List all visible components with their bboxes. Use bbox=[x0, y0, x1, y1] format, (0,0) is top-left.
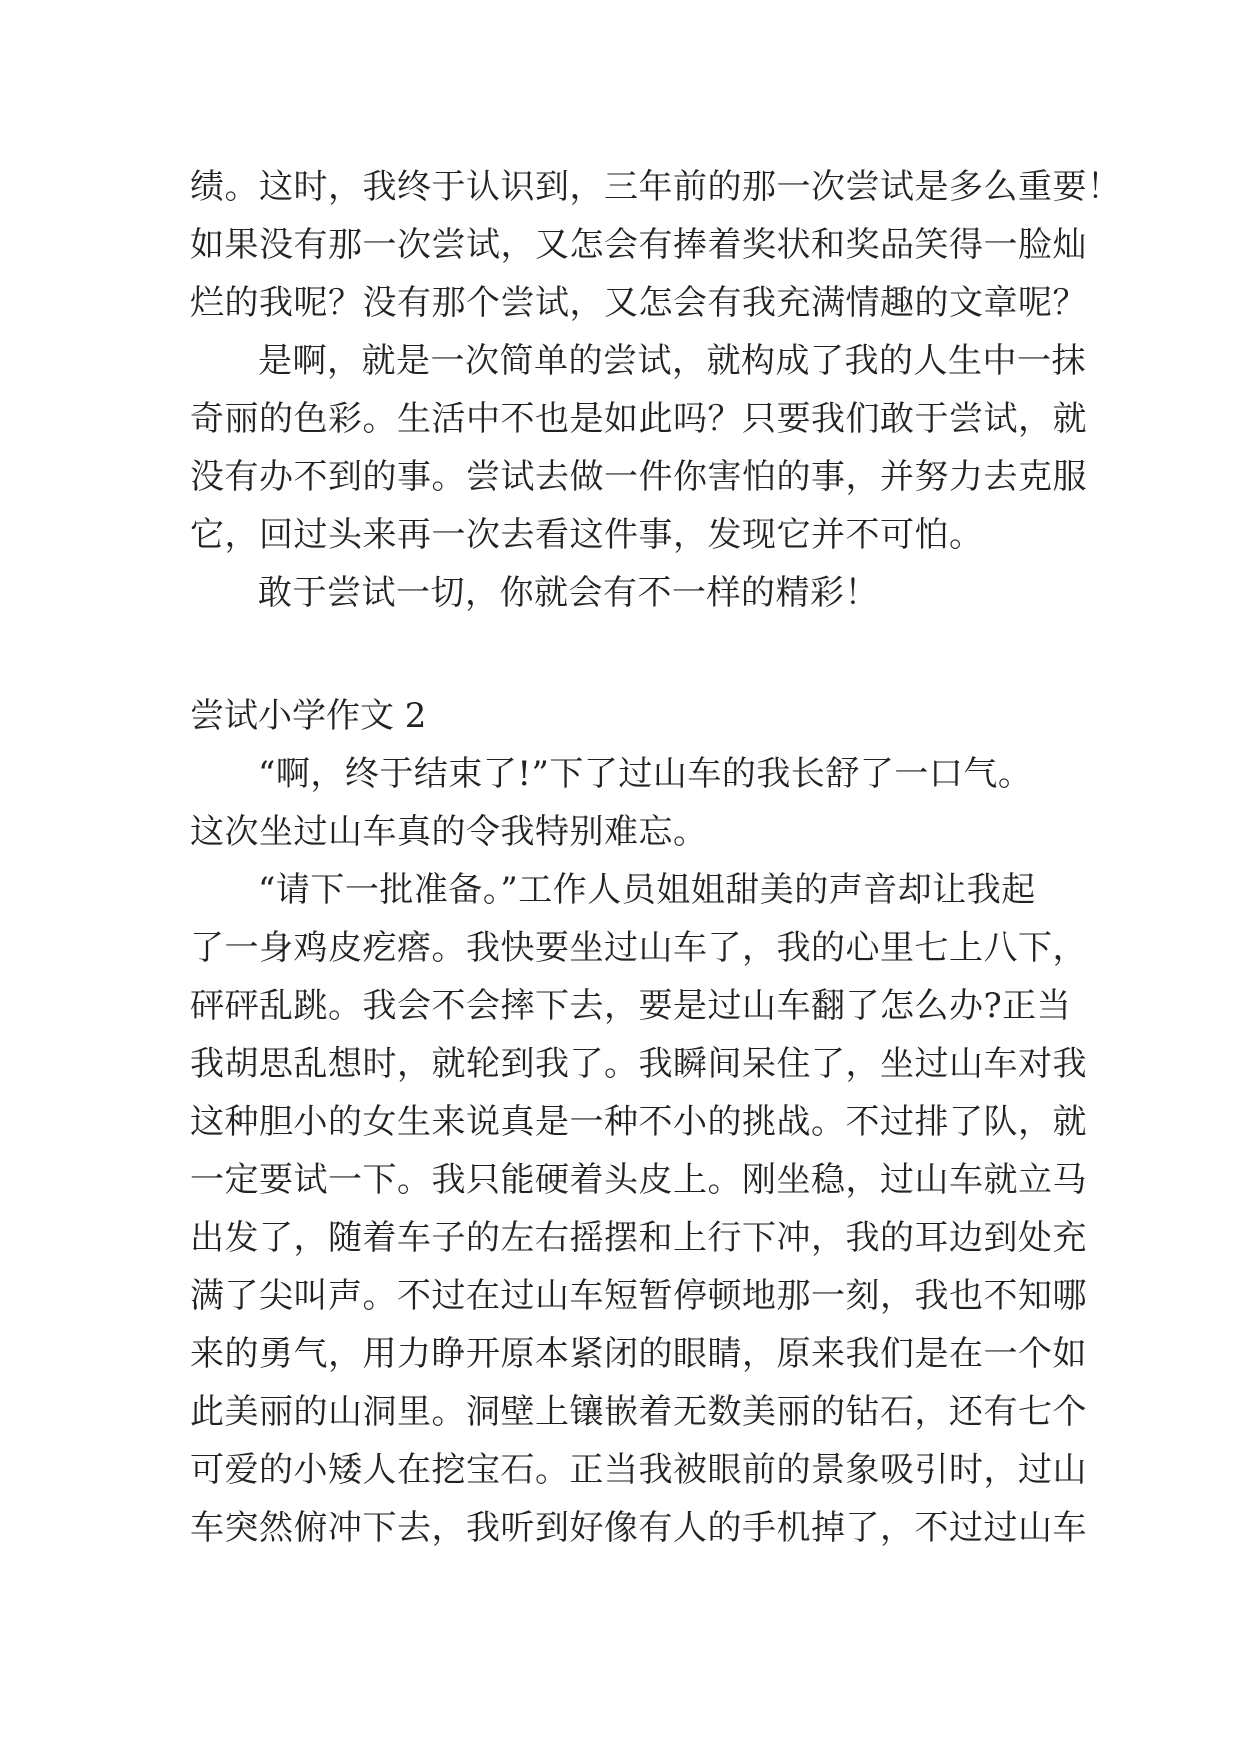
paragraph-line: 绩。这时，我终于认识到，三年前的那一次尝试是多么重要！ bbox=[190, 167, 1122, 207]
paragraph-line: 烂的我呢？没有那个尝试，又怎会有我充满情趣的文章呢？ bbox=[190, 283, 1087, 323]
paragraph-line: 我胡思乱想时，就轮到我了。我瞬间呆住了，坐过山车对我 bbox=[190, 1044, 1087, 1084]
paragraph-line: “请下一批准备。”工作人员姐姐甜美的声音却让我起 bbox=[258, 870, 1036, 910]
paragraph-line: 如果没有那一次尝试，又怎会有捧着奖状和奖品笑得一脸灿 bbox=[190, 225, 1087, 265]
paragraph-line: 这种胆小的女生来说真是一种不小的挑战。不过排了队，就 bbox=[190, 1102, 1087, 1142]
paragraph-line: 一定要试一下。我只能硬着头皮上。刚坐稳，过山车就立马 bbox=[190, 1160, 1087, 1200]
paragraph-line: “啊，终于结束了!”下了过山车的我长舒了一口气。 bbox=[258, 754, 1033, 794]
paragraph-line: 满了尖叫声。不过在过山车短暂停顿地那一刻，我也不知哪 bbox=[190, 1276, 1087, 1316]
paragraph-line: 来的勇气，用力睁开原本紧闭的眼睛，原来我们是在一个如 bbox=[190, 1334, 1087, 1374]
paragraph-line: 了一身鸡皮疙瘩。我快要坐过山车了，我的心里七上八下， bbox=[190, 928, 1087, 968]
paragraph-line: 敢于尝试一切，你就会有不一样的精彩！ bbox=[258, 573, 879, 613]
paragraph-line: 是啊，就是一次简单的尝试，就构成了我的人生中一抹 bbox=[258, 341, 1086, 381]
paragraph-line: 可爱的小矮人在挖宝石。正当我被眼前的景象吸引时，过山 bbox=[190, 1450, 1087, 1490]
paragraph-line: 它，回过头来再一次去看这件事，发现它并不可怕。 bbox=[190, 515, 984, 555]
paragraph-line: 砰砰乱跳。我会不会摔下去，要是过山车翻了怎么办?正当 bbox=[190, 986, 1072, 1026]
paragraph-line: 车突然俯冲下去，我听到好像有人的手机掉了，不过过山车 bbox=[190, 1508, 1087, 1548]
paragraph-line: 奇丽的色彩。生活中不也是如此吗？只要我们敢于尝试，就 bbox=[190, 399, 1087, 439]
section-gap bbox=[190, 622, 1060, 687]
section-title: 尝试小学作文 2 bbox=[190, 696, 427, 736]
paragraph-line: 没有办不到的事。尝试去做一件你害怕的事，并努力去克服 bbox=[190, 457, 1087, 497]
paragraph-line: 这次坐过山车真的令我特别难忘。 bbox=[190, 812, 708, 852]
paragraph-line: 出发了，随着车子的左右摇摆和上行下冲，我的耳边到处充 bbox=[190, 1218, 1087, 1258]
paragraph-line: 此美丽的山洞里。洞壁上镶嵌着无数美丽的钻石，还有七个 bbox=[190, 1392, 1087, 1432]
document-body bbox=[190, 158, 1122, 1557]
